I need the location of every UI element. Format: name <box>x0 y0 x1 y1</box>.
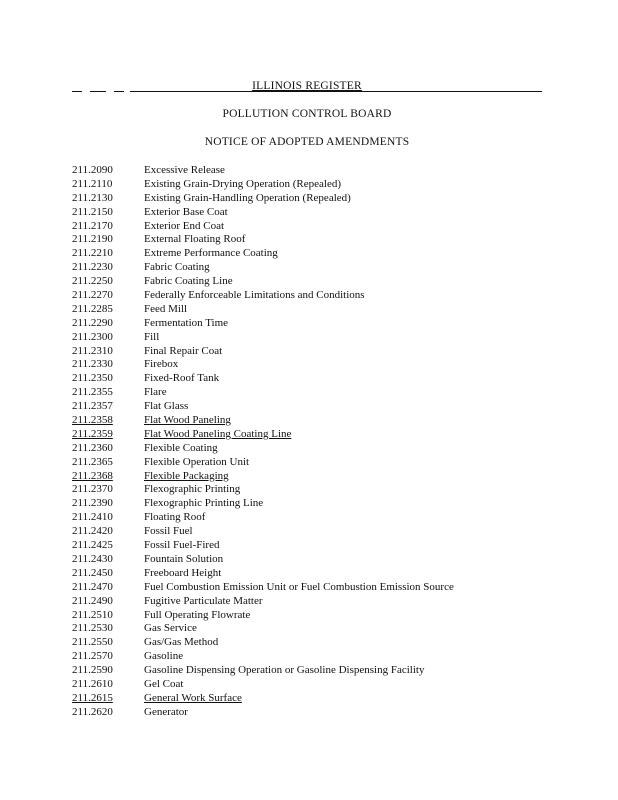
definition-term: Flat Wood Paneling <box>144 414 231 427</box>
definition-row <box>72 692 552 706</box>
definition-term: Fossil Fuel-Fired <box>144 539 220 552</box>
definition-row <box>72 442 552 456</box>
definition-term: Fossil Fuel <box>144 525 193 538</box>
definition-row <box>72 706 552 720</box>
definition-term: Feed Mill <box>144 302 188 315</box>
definition-row <box>72 289 552 303</box>
definition-term: Gasoline <box>144 650 184 663</box>
definition-term: Excessive Release <box>144 164 225 176</box>
definition-row <box>72 428 552 442</box>
section-number: 211.2425 <box>72 539 113 552</box>
definition-row <box>72 539 552 553</box>
definition-term: Flexographic Printing <box>144 483 241 496</box>
section-number: 211.2330 <box>72 358 113 371</box>
definition-row <box>72 247 552 261</box>
section-number: 211.2170 <box>72 219 113 232</box>
definition-row <box>72 164 552 178</box>
definition-term: Fabric Coating <box>144 261 210 274</box>
definition-term: Gel Coat <box>144 677 184 690</box>
section-number: 211.2530 <box>72 622 113 635</box>
section-number: 211.2190 <box>72 233 113 246</box>
section-number: 211.2410 <box>72 511 113 524</box>
definition-term: Flat Wood Paneling Coating Line <box>144 427 292 440</box>
definition-term: Federally Enforceable Limitations and Conditions <box>144 289 365 302</box>
definition-row <box>72 497 552 511</box>
definition-row <box>72 678 552 692</box>
section-number: 211.2090 <box>72 164 113 176</box>
definition-term: Flexible Packaging <box>144 469 229 482</box>
definition-term: Exterior Base Coat <box>144 205 228 218</box>
definition-term: Fabric Coating Line <box>144 275 233 288</box>
definition-row <box>72 414 552 428</box>
section-number: 211.2390 <box>72 497 113 510</box>
definition-row <box>72 345 552 359</box>
definition-row <box>72 511 552 525</box>
definition-term: Firebox <box>144 358 179 371</box>
definition-row <box>72 233 552 247</box>
definition-row <box>72 609 552 623</box>
section-number: 211.2300 <box>72 330 113 343</box>
section-number: 211.2355 <box>72 386 113 399</box>
section-number: 211.2620 <box>72 705 113 718</box>
definition-term: Floating Roof <box>144 511 206 524</box>
definition-row <box>72 456 552 470</box>
section-number: 211.2285 <box>72 302 113 315</box>
definition-term: Flat Glass <box>144 400 189 413</box>
definition-term: Full Operating Flowrate <box>144 608 251 621</box>
section-number: 211.2470 <box>72 580 113 593</box>
definition-term: External Floating Roof <box>144 233 246 246</box>
definition-term: Gas Service <box>144 622 197 635</box>
section-number: 211.2360 <box>72 441 113 454</box>
definition-term: Freeboard Height <box>144 566 222 579</box>
section-number: 211.2250 <box>72 275 113 288</box>
register-title: ILLINOIS REGISTER <box>252 80 362 92</box>
definition-row <box>72 192 552 206</box>
section-number: 211.2450 <box>72 566 113 579</box>
definition-row <box>72 206 552 220</box>
section-number: 211.2510 <box>72 608 113 621</box>
definition-term: Fuel Combustion Emission Unit or Fuel Combustion Emission Source <box>144 580 454 593</box>
section-number: 211.2310 <box>72 344 113 357</box>
definition-term: Fermentation Time <box>144 316 229 329</box>
section-number: 211.2350 <box>72 372 113 385</box>
section-number: 211.2270 <box>72 289 113 302</box>
definition-row <box>72 581 552 595</box>
definition-term: Flexible Operation Unit <box>144 455 250 468</box>
section-number: 211.2550 <box>72 636 113 649</box>
definition-row <box>72 317 552 331</box>
section-number: 211.2570 <box>72 650 113 663</box>
definition-list <box>72 164 552 720</box>
definition-term: Existing Grain-Drying Operation (Repealed) <box>144 177 342 190</box>
definition-row <box>72 275 552 289</box>
definition-term: Gasoline Dispensing Operation or Gasoline Dispensing Facility <box>144 664 425 677</box>
section-number: 211.2490 <box>72 594 113 607</box>
definition-row <box>72 331 552 345</box>
definition-row <box>72 386 552 400</box>
agency-heading: POLLUTION CONTROL BOARD <box>222 108 392 120</box>
notice-heading: NOTICE OF ADOPTED AMENDMENTS <box>204 136 410 148</box>
definition-row <box>72 650 552 664</box>
definition-term: Fountain Solution <box>144 552 224 565</box>
section-number: 211.2150 <box>72 205 113 218</box>
definition-row <box>72 553 552 567</box>
section-number: 211.2358 <box>72 414 113 427</box>
definition-row <box>72 567 552 581</box>
section-number: 211.2420 <box>72 525 113 538</box>
section-number: 211.2368 <box>72 469 113 482</box>
definition-row <box>72 525 552 539</box>
section-number: 211.2615 <box>72 691 113 704</box>
section-number: 211.2370 <box>72 483 113 496</box>
section-number: 211.2230 <box>72 261 113 274</box>
section-number: 211.2590 <box>72 664 113 677</box>
definition-row <box>72 220 552 234</box>
section-number: 211.2359 <box>72 427 113 440</box>
definition-row <box>72 470 552 484</box>
section-number: 211.2610 <box>72 677 113 690</box>
section-number: 211.2110 <box>72 177 113 190</box>
definition-row <box>72 261 552 275</box>
definition-term: Existing Grain-Handling Operation (Repealed) <box>144 191 351 204</box>
definition-term: Exterior End Coat <box>144 219 225 232</box>
section-number: 211.2130 <box>72 191 113 204</box>
definition-row <box>72 622 552 636</box>
definition-row <box>72 178 552 192</box>
definition-term: Flare <box>144 386 167 399</box>
section-number: 211.2357 <box>72 400 113 413</box>
definition-term: Generator <box>144 705 188 718</box>
definition-term: Flexible Coating <box>144 441 218 454</box>
definition-row <box>72 664 552 678</box>
definition-term: Final Repair Coat <box>144 344 223 357</box>
definition-row <box>72 372 552 386</box>
register-header <box>72 80 542 94</box>
definition-term: Fixed-Roof Tank <box>144 372 220 385</box>
definition-term: Flexographic Printing Line <box>144 497 264 510</box>
definition-term: Extreme Performance Coating <box>144 247 278 260</box>
definition-row <box>72 595 552 609</box>
definition-row <box>72 400 552 414</box>
definition-row <box>72 483 552 497</box>
definition-term: Fill <box>144 330 160 343</box>
section-number: 211.2430 <box>72 552 113 565</box>
definition-row <box>72 358 552 372</box>
definition-term: Gas/Gas Method <box>144 636 219 649</box>
definition-term: General Work Surface <box>144 691 242 704</box>
section-number: 211.2290 <box>72 316 113 329</box>
definition-row <box>72 303 552 317</box>
definition-term: Fugitive Particulate Matter <box>144 594 263 607</box>
section-number: 211.2365 <box>72 455 113 468</box>
section-number: 211.2210 <box>72 247 113 260</box>
definition-row <box>72 636 552 650</box>
